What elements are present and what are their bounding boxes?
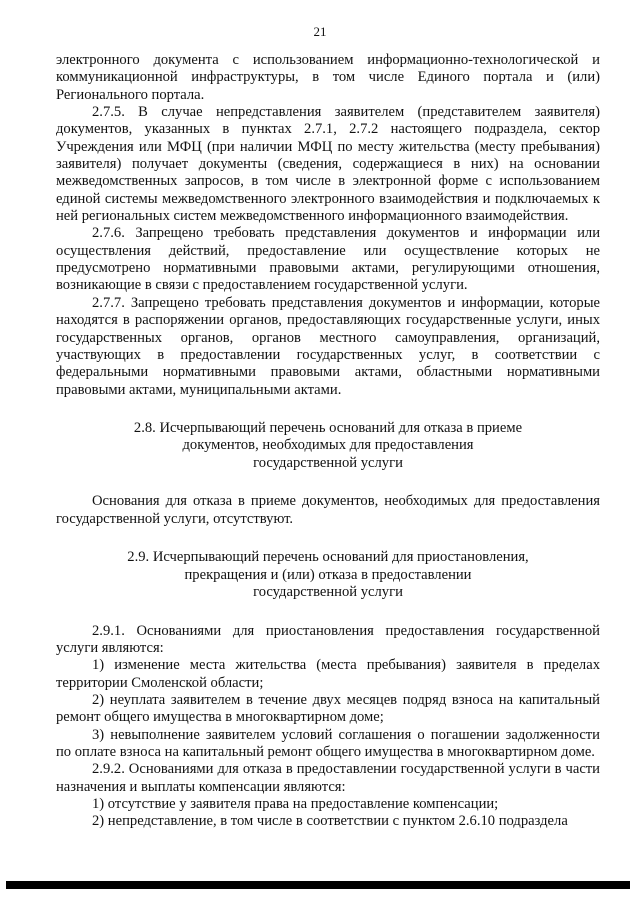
paragraph: электронного документа с использованием информационно-технологической и коммуникационной инфраструктуры, в том числе Единого портала и (или) Регионального портала.	[56, 52, 600, 103]
heading-line: документов, необходимых для предоставления	[182, 437, 474, 454]
heading-line: государственной услуги	[253, 454, 403, 471]
heading-line: прекращения и (или) отказа в предоставлении	[184, 566, 472, 583]
list-item: 2) неуплата заявителем в течение двух месяцев подряд взноса на капитальный ремонт общего имущества в многоквартирном доме;	[56, 691, 600, 726]
heading-line: государственной услуги	[253, 584, 403, 601]
list-item: 2) непредставление, в том числе в соответствии с пунктом 2.6.10 подраздела	[92, 813, 568, 830]
scan-border-bar	[6, 881, 630, 889]
paragraph-2-7-6: 2.7.6. Запрещено требовать представления документов и информации или осуществления действий, предоставление или осуществление которых не предусмотрено нормативными правовыми актами, регулирующими отношения, возникающие в связи с предоставлением государственной услуги.	[56, 225, 600, 294]
paragraph-2-9-2: 2.9.2. Основаниями для отказа в предоставлении государственной услуги в части назначения и выплаты компенсации являются:	[56, 761, 600, 795]
document-body	[56, 52, 600, 831]
paragraph-2-9-1: 2.9.1. Основаниями для приостановления предоставления государственной услуги являются:	[56, 622, 600, 656]
heading-line: 2.8. Исчерпывающий перечень оснований для отказа в приеме	[133, 419, 523, 436]
paragraph-2-7-7: 2.7.7. Запрещено требовать представления документов и информации, которые находятся в распоряжении органов, предоставляющих государственные услуги, иных государственных органов, органов местного самоуправления, организаций, участвующих в предоставлении государственных услуг, в соответствии с федеральными нормативными правовыми актами, областными нормативными правовыми актами, муниципальными актами.	[56, 294, 600, 398]
page-number: 21	[313, 24, 327, 39]
paragraph-2-7-5: 2.7.5. В случае непредставления заявителем (представителем заявителя) документов, указанных в пунктах 2.7.1, 2.7.2 настоящего подраздела, сектор Учреждения или МФЦ (при наличии МФЦ по месту жительства (месту пребывания) заявителя) получает документы (сведения, содержащиеся в них) на основании межведомственных запросов, в том числе в электронной форме с использованием единой системы межведомственного электронного взаимодействия и подключаемых к ней региональных систем межведомственного информационного взаимодействия.	[56, 104, 600, 225]
list-item: 1) отсутствие у заявителя права на предоставление компенсации;	[92, 796, 499, 812]
section-heading-2-8	[56, 420, 600, 473]
section-heading-2-9	[56, 549, 600, 602]
list-item: 1) изменение места жительства (места пребывания) заявителя в пределах территории Смоленской области;	[56, 657, 600, 691]
list-item: 3) невыполнение заявителем условий соглашения о погашении задолженности по оплате взноса на капитальный ремонт общего имущества в многоквартирном доме.	[56, 726, 600, 760]
paragraph-2-8: Основания для отказа в приеме документов, необходимых для предоставления государственной услуги, отсутствуют.	[56, 493, 600, 527]
heading-line: 2.9. Исчерпывающий перечень оснований для приостановления,	[127, 549, 529, 566]
